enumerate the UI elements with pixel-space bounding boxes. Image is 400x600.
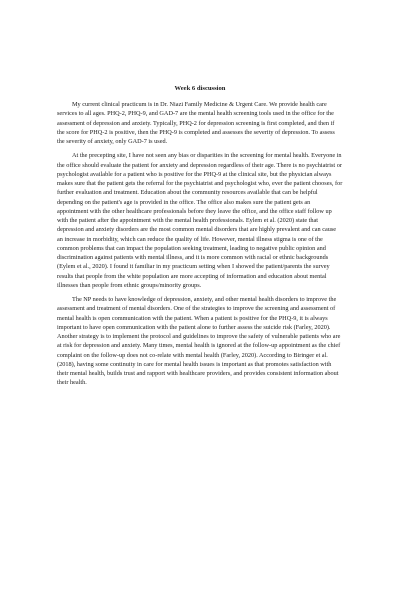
document-title: Week 6 discussion — [174, 85, 226, 92]
paragraph-2: At the precepting site, I have not seen any bias or disparities in the screening for mental health. Everyone in the office should evaluate the patient for anxiety and depression regardless of their age. There is no psychiatrist or psychologist available for a patient who is positive for the PHQ-9 at the clinical site, but the physician always makes sure that the patient gets the referral for the psychiatrist and psychologist who, ever the patient chooses, for further evaluation and treatment. Education about the community resources available that can be helpful depending on the patient's age is provided in the office. The office also makes sure the patient gets an appointment with the other healthcare professionals before they leave the office, and the office staff follow up with the patient after the appointment with the mental health professionals. Eylem et al. (2020) state that depression and anxiety disorders are the most common mental disorders that are highly prevalent and can cause an increase in morbidity, which can reduce the quality of life. However, mental illness stigma is one of the common problems that can impact the population seeking treatment, leading to negative public opinion and discrimination against patients with mental illness, and it is more common with racial or ethnic backgrounds (Eylem et al., 2020). I found it familiar in my practicum setting when I showed the patient/parents the survey results that people from the white population are more accepting of information and education about mental illnesses than people from ethnic groups/minority groups. — [57, 152, 343, 289]
paragraph-3: The NP needs to have knowledge of depression, anxiety, and other mental health disorders to improve the assessment and treatment of mental disorders. One of the strategies to improve the screening and assessment of mental health is open communication with the patient. When a patient is positive for the PHQ-9, it is always important to have open communication with the patient alone to further assess the suicide risk (Farley, 2020). Another strategy is to implement the protocol and guidelines to improve the safety of vulnerable patients who are at risk for depression and anxiety. Many times, mental health is ignored at the follow-up appointment as the chief complaint on the follow-up does not co-relate with mental health (Farley, 2020). According to Biringer et al. (2018), having some continuity in care for mental health issues is important as that promotes satisfaction with their mental health, builds trust and rapport with healthcare providers, and provides consistent information about their health. — [57, 296, 341, 387]
paragraph-1: My current clinical practicum is in Dr. Niazi Family Medicine & Urgent Care. We provide health care services to all ages. PHQ-2, PHQ-9, and GAD-7 are the mental health screening tools used in the office for the assessment of depression and anxiety. Typically, PHQ-2 for depression screening is first completed, and then if the score for PHQ-2 is positive, then the PHQ-9 is completed and assesses the severity of depression. To assess the severity of anxiety, only GAD-7 is used. — [57, 101, 335, 145]
